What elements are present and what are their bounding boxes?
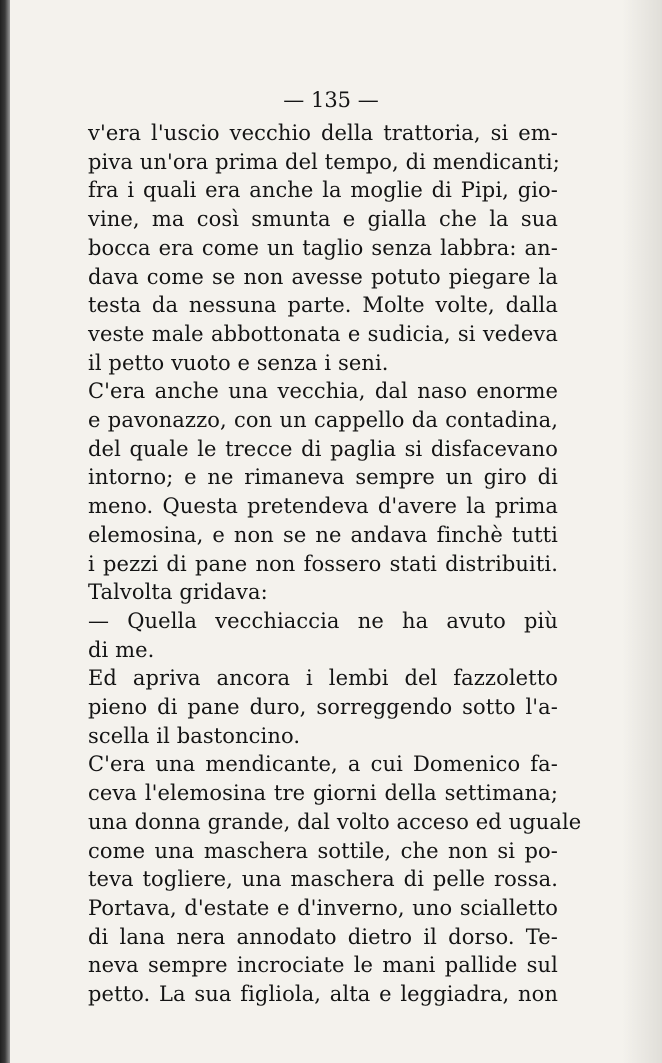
text-line: petto. La sua figliola, alta e leggiadra, non: [88, 982, 558, 1007]
text-line: fra i quali era anche la moglie di Pipi, gio-: [88, 178, 558, 203]
body-text: [88, 119, 582, 1009]
text-line: una donna grande, dal volto acceso ed uguale: [88, 809, 582, 834]
text-line: scella il bastoncino.: [88, 723, 301, 748]
text-line: Talvolta gridava:: [88, 580, 268, 605]
text-line: di lana nera annodato dietro il dorso. Te-: [88, 924, 558, 949]
text-line: vine, ma così smunta e gialla che la sua: [88, 207, 558, 232]
text-line: e pavonazzo, con un cappello da contadina,: [88, 408, 558, 433]
paragraph: [88, 607, 558, 664]
paragraph: [88, 664, 558, 750]
text-line: Ed apriva ancora i lembi del fazzoletto: [88, 666, 558, 691]
paragraph: [88, 750, 582, 1008]
paragraph: [88, 119, 558, 377]
text-line: pieno di pane duro, sorreggendo sotto l'a-: [88, 695, 558, 720]
text-line: — Quella vecchiaccia ne ha avuto più: [88, 608, 558, 633]
text-line: dava come se non avesse potuto piegare la: [88, 264, 558, 289]
page-edge-shade: [622, 0, 662, 1063]
text-line: i pezzi di pane non fossero stati distribuiti.: [88, 551, 558, 576]
text-line: veste male abbottonata e sudicia, si vedeva: [88, 321, 558, 346]
paragraph: [88, 377, 558, 607]
page-number: — 135 —: [283, 88, 379, 112]
text-line: teva togliere, una maschera di pelle rossa.: [88, 867, 558, 892]
text-line: neva sempre incrociate le mani pallide sul: [88, 953, 558, 978]
text-line: C'era una mendicante, a cui Domenico fa-: [88, 752, 558, 777]
text-line: ceva l'elemosina tre giorni della settimana;: [88, 781, 558, 806]
text-line: intorno; e ne rimaneva sempre un giro di: [88, 465, 558, 490]
text-line: testa da nessuna parte. Molte volte, dalla: [88, 293, 558, 318]
text-line: il petto vuoto e senza i seni.: [88, 350, 389, 375]
text-line: bocca era come un taglio senza labbra: an-: [88, 235, 558, 260]
text-line: Portava, d'estate e d'inverno, uno scialletto: [88, 895, 558, 920]
text-line: del quale le trecce di paglia si disfacevano: [88, 436, 558, 461]
text-line: come una maschera sottile, che non si po-: [88, 838, 558, 863]
text-line: piva un'ora prima del tempo, di mendicanti;: [88, 149, 560, 174]
text-line: C'era anche una vecchia, dal naso enorme: [88, 379, 558, 404]
text-line: elemosina, e non se ne andava finchè tutti: [88, 522, 558, 547]
page-binding-edge: [0, 0, 10, 1063]
text-line: meno. Questa pretendeva d'avere la prima: [88, 494, 558, 519]
text-line: v'era l'uscio vecchio della trattoria, si em-: [88, 121, 558, 145]
text-line: di me.: [88, 637, 155, 662]
